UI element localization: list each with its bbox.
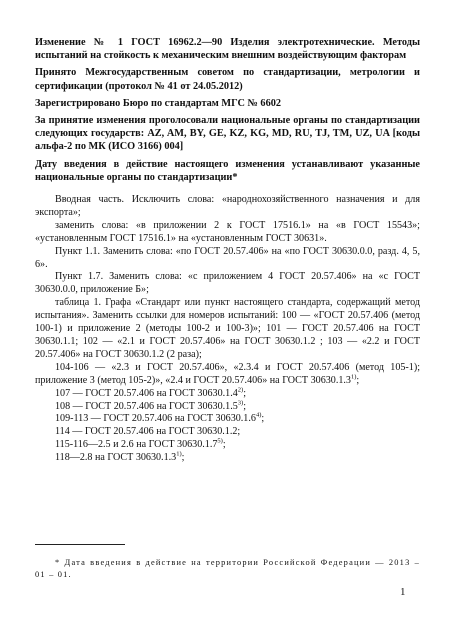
line-test-115-116: 115-116—2.5 и 2.6 на ГОСТ 30630.1.7$^{5)}$;	[55, 437, 226, 451]
text: 115-116—2.5 и 2.6 на ГОСТ 30630.1.7	[55, 439, 218, 451]
text: 114 — ГОСТ 20.57.406 на ГОСТ 30630.1.2;	[55, 426, 241, 438]
document-page	[35, 36, 420, 465]
line-test-118: 118—2.8 на ГОСТ 30630.1.3$^{1)}$;	[55, 450, 185, 464]
footnote-divider	[35, 544, 125, 545]
text: 107 — ГОСТ 20.57.406 на ГОСТ 30630.1.4	[55, 387, 238, 399]
page-number: 1	[400, 586, 406, 598]
header-block	[35, 36, 420, 184]
paragraph-clause-1-1: Пункт 1.1. Заменить слова: «по ГОСТ 20.57.406» на «по ГОСТ 30630.0.0, разд. 4, 5, 6».	[35, 245, 420, 270]
footnote: * Дата введения в действие на территории Российской Федерации — 2013 – 01 – 01.	[35, 558, 420, 579]
paragraph-replace-words: заменить слова: «в приложении 2 к ГОСТ 17516.1» на «в ГОСТ 15543»; «установленным ГОСТ 17516.1» на «установленным ГОСТ 30631».	[35, 219, 420, 244]
line-test-114	[35, 426, 420, 439]
footnote-ref: 5)	[217, 437, 223, 445]
effective-date-note: Дату введения в действие настоящего изменения устанавливают указанные национальные органы по стандартизации*	[35, 158, 420, 183]
amendment-body	[35, 194, 420, 465]
adoption-note: Принято Межгосударственным советом по стандартизации, метрологии и сертификации (протокол № 41 от 24.05.2012)	[35, 67, 420, 92]
voting-note: За принятие изменения проголосовали национальные органы по стандартизации следующих государств: AZ, AM, BY, GE, KZ, KG, MD, RU, TJ, TM, UZ, UA [коды альфа-2 по МК (ИСО 3166) 004]	[35, 115, 420, 153]
footnote-ref: 1)	[176, 450, 182, 458]
line-test-109-113: 109-113 — ГОСТ 20.57.406 на ГОСТ 30630.1.6$^{4)}$;	[55, 412, 265, 425]
text: 108 — ГОСТ 20.57.406 на ГОСТ 30630.1.5	[55, 400, 238, 412]
footnote-ref: 4)	[255, 412, 262, 420]
line-test-107: 107 — ГОСТ 20.57.406 на ГОСТ 30630.1.4$^{2)}$;	[55, 386, 247, 399]
text: 104-106 — «2.3 и ГОСТ 20.57.406», «2.3.4 и ГОСТ 20.57.406 (метод 105-1); приложение 3 (метод 105-2)», «2.4 и ГОСТ 20.57.406» на ГОСТ 30630.1.3	[35, 361, 420, 386]
text: 118—2.8 на ГОСТ 30630.1.3	[55, 452, 177, 464]
footnote-ref: 3)	[237, 399, 244, 407]
amendment-title: Изменение № 1 ГОСТ 16962.2—90 Изделия электротехнические. Методы испытаний на стойкость к механическим внешним воздействующим факторам	[35, 37, 420, 62]
paragraph-clause-1-7: Пункт 1.7. Заменить слова: «с приложением 4 ГОСТ 20.57.406» на «с ГОСТ 30630.0.0, приложение Б»;	[35, 271, 420, 296]
paragraph-tests-104-106: 104-106 — «2.3 и ГОСТ 20.57.406», «2.3.4 и ГОСТ 20.57.406 (метод 105-1); приложение 3 (метод 105-2)», «2.4 и ГОСТ 20.57.406» на ГОСТ 30630.1.3$^{1)}$;	[35, 361, 420, 386]
line-test-108: 108 — ГОСТ 20.57.406 на ГОСТ 30630.1.5$^{3)}$;	[55, 399, 247, 412]
paragraph-table-1: таблица 1. Графа «Стандарт или пункт настоящего стандарта, содержащий метод испытания». Заменить ссылки для номеров испытаний: 100 — «ГОСТ 20.57.406 (метод 100-1) и приложение 2 (методы 100-2 и 100-3)»; 101 — ГОСТ 20.57.406 на ГОСТ 30630.1.1; 102 — «2.1 и ГОСТ 20.57.406» на ГОСТ 30630.1.2 ; 103 — «2.2 и ГОСТ 20.57.406» на ГОСТ 30630.1.2 (2 раза);	[35, 297, 420, 360]
registration-note: Зарегистрировано Бюро по стандартам МГС № 6602	[35, 97, 282, 109]
paragraph-intro: Вводная часть. Исключить слова: «народнохозяйственного назначения и для экспорта»;	[35, 194, 420, 218]
footnote-ref: 2)	[237, 386, 244, 394]
footnote-ref: 1)	[350, 373, 357, 381]
text: 109-113 — ГОСТ 20.57.406 на ГОСТ 30630.1.6	[55, 413, 256, 425]
